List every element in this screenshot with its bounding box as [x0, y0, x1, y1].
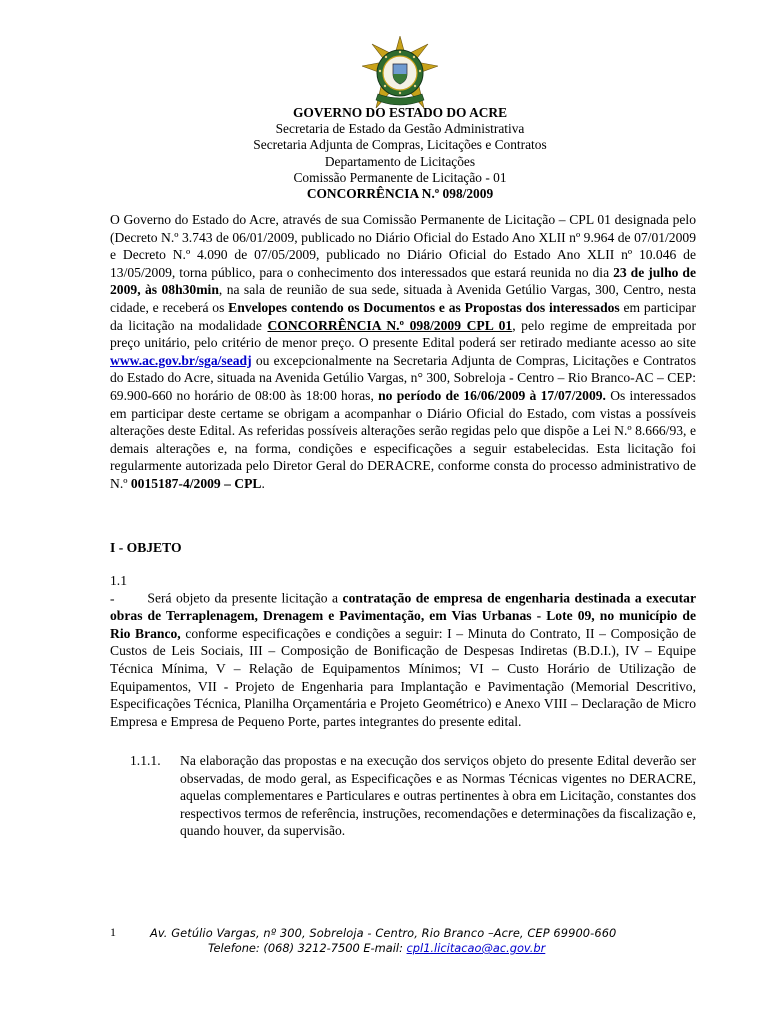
object-contract-description: contratação de empresa de engenharia destinada a executar obras de Terraplenagem, Drenagem e Pavimentação, em Vias Urbanas - Lote 09, no município de Rio Branco, — [110, 590, 696, 641]
intro-process-number: 0015187-4/2009 – CPL — [130, 475, 262, 491]
object-paragraph — [110, 572, 696, 730]
intro-date: 23 de julho de 2009, às 08h30min — [110, 264, 697, 298]
footer-address: Av. Getúlio Vargas, nº 300, Sobreloja - Centro, Rio Branco –Acre, CEP 69900-660 — [150, 926, 617, 940]
intro-text-7: . — [261, 475, 265, 491]
acre-coat-of-arms-icon — [362, 36, 438, 110]
intro-text-5: ou excepcionalmente na Secretaria Adjunta de Compras, Licitações e Contratos do Estado do Acre, situada na Avenida Getúlio Vargas, n° 300, Sobreloja - Centro – Rio Branco-AC – CEP: 69.900-660 no horário de 08:00 às 18:00 horas, — [110, 352, 696, 403]
intro-text-6: Os interessados em participar deste certame se obrigam a acompanhar o Diário Oficial do Estado, com vistas a possíveis alterações deste Edital. As referidas possíveis alterações serão regidas pelo que dispõe a Lei N.º 8.666/93, e demais alterações e, na forma, condições e especificações a seguir estabelecidas. Esta licitação foi regularmente autorizada pelo Diretor Geral do DERACRE, conforme consta do processo administrativo de N.º — [110, 387, 696, 491]
site-link[interactable]: www.ac.gov.br/sga/seadj — [110, 352, 252, 368]
intro-text-3: em participar da licitação na modalidade — [110, 299, 696, 333]
page-number: 1 — [110, 925, 116, 939]
intro-envelopes: Envelopes contendo os Documentos e as Propostas dos interessados — [228, 299, 620, 315]
subitem-number: 1.1.1. — [130, 753, 161, 768]
header-commission: Comissão Permanente de Licitação - 01 — [293, 169, 507, 185]
intro-paragraph — [110, 211, 696, 493]
header-government: GOVERNO DO ESTADO DO ACRE — [292, 105, 508, 120]
section-title-objeto: I - OBJETO — [110, 540, 182, 555]
header-secretariat: Secretaria de Estado da Gestão Administrativa — [275, 121, 525, 137]
footer-contact — [208, 941, 545, 955]
subitem-text: Na elaboração das propostas e na execução dos serviços objeto do presente Edital deverão ser observadas, de modo geral, as Especificações e as Normas Técnicas vigentes no DERACRE, aquelas complementares e Particulares e outras pertinentes à obra em Licitação, constantes dos respectivos termos de referência, instruções, recomendações e determinações da fiscalização e, quando houver, da supervisão. — [180, 753, 696, 839]
intro-modality: CONCORRÊNCIA N.º 098/2009 CPL 01 — [267, 317, 513, 333]
intro-text-2: , na sala de reunião de sua sede, situada à Avenida Getúlio Vargas, 300, Centro, nesta cidade, e receberá os — [110, 282, 696, 315]
header-tender-number: CONCORRÊNCIA N.º 098/2009 — [306, 186, 494, 202]
object-text-1: Será objeto da presente licitação a — [147, 590, 343, 606]
subitem-1-1-1 — [130, 752, 696, 840]
intro-period: no período de 16/06/2009 à 17/07/2009. — [378, 387, 606, 403]
header-adjunct-secretariat: Secretaria Adjunta de Compras, Licitações e Contratos — [253, 137, 547, 153]
header-department: Departamento de Licitações — [324, 153, 476, 169]
document-header — [110, 105, 690, 202]
object-text-2: conforme especificações e condições a seguir: I – Minuta do Contrato, II – Composição de Custos de Leis Sociais, III – Composição de Bonificação de Despesas Indiretas (B.D.I.), IV – Equipe Técnica Mínima, V – Relação de Equipamentos Mínimos; VI – Custo Horário de Utilização de Equipamentos, VII - Projeto de Engenharia para Implantação e Pavimentação (Memorial Descritivo, Especificações Técnica, Planilha Orçamentária e Projeto Geométrico) e Anexo VIII – Declaração de Micro Empresa e Empresa de Pequeno Porte, partes integrantes do presente edital. — [110, 625, 696, 729]
footer-email-link[interactable]: cpl1.licitacao@ac.gov.br — [406, 941, 546, 955]
footer-phone: Telefone: (068) 3212-7500 E-mail: — [208, 941, 407, 955]
intro-text-1: O Governo do Estado do Acre, através de sua Comissão Permanente de Licitação – CPL 01 designada pelo (Decreto N.º 3.743 de 06/01/2009, publicado no Diário Oficial do Estado Ano XLII nº 9.964 de 07/01/2009 e Decreto N.º 4.090 de 07/05/2009, publicado no Diário Oficial do Estado Ano XLII nº 10.046 de 13/05/2009, torna público, para o conhecimento dos interessados que estará reunida no dia — [110, 212, 696, 280]
item-number: 1.1 - — [110, 573, 127, 606]
intro-text-4: , pelo regime de empreitada por preço unitário, pelo critério de menor preço. O presente Edital poderá ser retirado mediante acesso ao site — [110, 317, 696, 351]
